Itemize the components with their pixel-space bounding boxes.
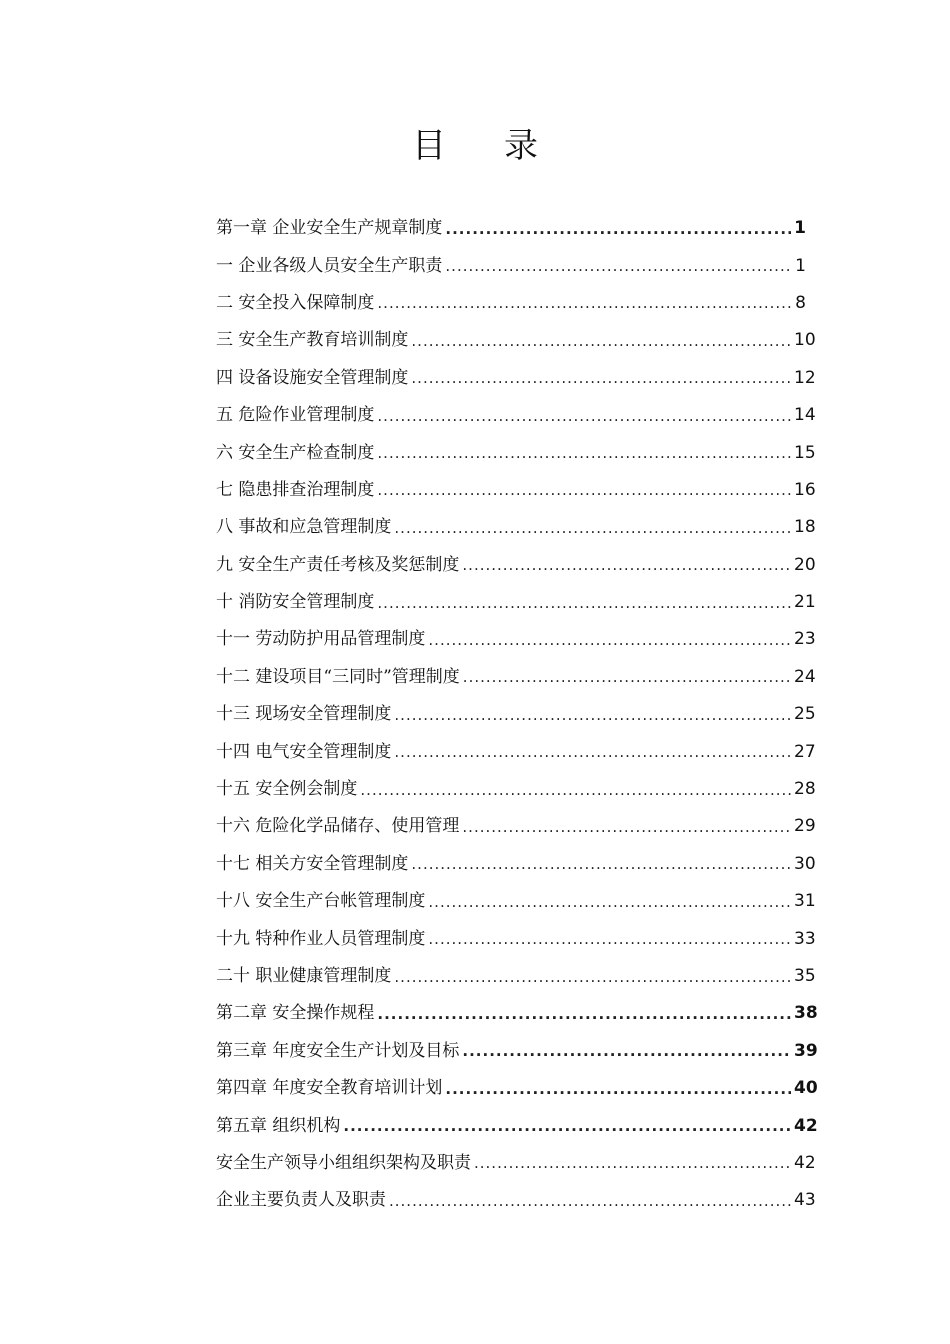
toc-entry-page-number: 31 <box>794 891 816 912</box>
toc-leader-dots <box>445 257 791 275</box>
toc-leader-dots <box>389 1192 791 1210</box>
toc-leader-dots <box>445 220 791 238</box>
toc-leader-dots <box>360 781 791 799</box>
toc-leader-dots <box>394 968 791 986</box>
toc-entry[interactable] <box>216 247 806 284</box>
toc-entry[interactable] <box>216 472 816 509</box>
toc-leader-dots <box>394 743 791 761</box>
toc-leader-dots <box>474 1154 791 1172</box>
toc-entry-page-number: 25 <box>794 704 816 725</box>
toc-entry[interactable] <box>216 808 816 845</box>
toc-entry[interactable] <box>216 434 816 471</box>
toc-entry[interactable] <box>216 322 816 359</box>
toc-entry[interactable] <box>216 1107 818 1144</box>
toc-leader-dots <box>462 556 791 574</box>
toc-entry-label: 十五 安全例会制度 <box>216 779 358 800</box>
toc-entry-page-number: 12 <box>794 367 816 388</box>
toc-entry-label: 八 事故和应急管理制度 <box>216 517 392 538</box>
toc-leader-dots <box>428 930 791 948</box>
toc-entry-label: 七 隐患排查治理制度 <box>216 479 375 500</box>
toc-entry[interactable] <box>216 846 816 883</box>
title-char-1: 目 <box>412 126 446 166</box>
toc-entry[interactable] <box>216 1033 818 1070</box>
toc-entry-page-number: 18 <box>794 517 816 538</box>
toc-entry-page-number: 33 <box>794 928 816 949</box>
toc-entry-label: 二十 职业健康管理制度 <box>216 966 392 986</box>
toc-entry[interactable] <box>216 584 816 621</box>
toc-leader-dots <box>445 1080 791 1098</box>
toc-entry-label: 安全生产领导小组组织架构及职责 <box>216 1152 471 1173</box>
toc-entry[interactable] <box>216 397 816 434</box>
toc-entry[interactable] <box>216 1070 818 1107</box>
toc-entry[interactable] <box>216 659 816 696</box>
toc-entry-page-number: 29 <box>794 816 816 837</box>
title-char-2: 录 <box>504 126 538 166</box>
toc-entry[interactable] <box>216 883 816 920</box>
toc-leader-dots <box>394 706 791 724</box>
toc-entry[interactable] <box>216 547 816 584</box>
toc-entry-page-number: 14 <box>794 405 816 426</box>
toc-entry-page-number: 27 <box>794 741 816 762</box>
toc-entry[interactable] <box>216 733 816 770</box>
toc-entry-label: 一 企业各级人员安全生产职责 <box>216 255 443 276</box>
toc-entry-label: 第二章 安全操作规程 <box>216 1003 375 1024</box>
toc-entry-page-number: 20 <box>794 554 816 575</box>
toc-entry-label: 十九 特种作业人员管理制度 <box>216 928 426 949</box>
toc-entry-page-number: 15 <box>794 442 816 463</box>
toc-entry[interactable] <box>216 285 806 322</box>
toc-leader-dots <box>428 631 791 649</box>
toc-entry-label: 企业主要负责人及职责 <box>216 1190 386 1211</box>
toc-entry-page-number: 8 <box>795 292 806 313</box>
toc-entry-label: 十六 危险化学品储存、使用管理 <box>216 816 460 837</box>
toc-entry[interactable] <box>216 958 816 995</box>
toc-entry-page-number: 21 <box>794 592 816 613</box>
toc-leader-dots <box>377 444 791 462</box>
toc-entry-page-number: 35 <box>794 966 816 986</box>
toc-entry[interactable] <box>216 995 818 1032</box>
toc-leader-dots <box>428 893 791 911</box>
toc-entry-page-number: 24 <box>794 666 816 687</box>
toc-entry-page-number: 10 <box>794 330 816 351</box>
toc-entry[interactable] <box>216 1182 816 1219</box>
page-title <box>0 118 950 167</box>
toc-leader-dots <box>377 481 791 499</box>
toc-entry[interactable] <box>216 696 816 733</box>
toc-entry-page-number: 1 <box>794 218 806 239</box>
toc-entry-page-number: 30 <box>794 853 816 874</box>
toc-entry-page-number: 23 <box>794 629 816 650</box>
toc-entry[interactable] <box>216 771 816 808</box>
toc-entry-label: 十 消防安全管理制度 <box>216 592 375 613</box>
toc-entry-label: 第三章 年度安全生产计划及目标 <box>216 1040 460 1061</box>
toc-leader-dots <box>411 369 791 387</box>
toc-leader-dots <box>377 407 791 425</box>
toc-entry[interactable] <box>216 1145 816 1182</box>
toc-entry-label: 十二 建设项目“三同时”管理制度 <box>216 666 460 687</box>
toc-leader-dots <box>343 1117 791 1135</box>
toc-entry[interactable] <box>216 509 816 546</box>
toc-entry-label: 第一章 企业安全生产规章制度 <box>216 218 443 239</box>
toc-entry-page-number: 43 <box>794 1190 816 1211</box>
toc-entry[interactable] <box>216 920 816 957</box>
toc-entry-label: 第五章 组织机构 <box>216 1115 341 1136</box>
toc-entry-label: 四 设备设施安全管理制度 <box>216 367 409 388</box>
toc-entry-label: 十三 现场安全管理制度 <box>216 704 392 725</box>
toc-entry-label: 三 安全生产教育培训制度 <box>216 330 409 351</box>
toc-entry-label: 十四 电气安全管理制度 <box>216 741 392 762</box>
toc-entry-label: 第四章 年度安全教育培训计划 <box>216 1078 443 1099</box>
toc-entry-label: 十七 相关方安全管理制度 <box>216 853 409 874</box>
toc-leader-dots <box>377 1005 791 1023</box>
toc-entry-label: 六 安全生产检查制度 <box>216 442 375 463</box>
toc-entry-page-number: 38 <box>794 1003 818 1024</box>
toc-leader-dots <box>462 818 791 836</box>
toc-leader-dots <box>394 519 791 537</box>
toc-entry-page-number: 42 <box>794 1152 816 1173</box>
toc-leader-dots <box>462 1042 791 1060</box>
toc-entry-page-number: 28 <box>794 779 816 800</box>
toc-entry-page-number: 16 <box>794 479 816 500</box>
toc-leader-dots <box>377 594 791 612</box>
toc-entry-label: 九 安全生产责任考核及奖惩制度 <box>216 554 460 575</box>
toc-leader-dots <box>411 855 791 873</box>
toc-leader-dots <box>377 294 791 312</box>
toc-entry-page-number: 1 <box>795 255 806 276</box>
toc-entry-label: 五 危险作业管理制度 <box>216 405 375 426</box>
toc-entry-label: 十八 安全生产台帐管理制度 <box>216 891 426 912</box>
toc-entry-page-number: 42 <box>794 1115 818 1136</box>
toc-entry-label: 二 安全投入保障制度 <box>216 292 375 313</box>
toc-leader-dots <box>411 332 791 350</box>
toc-entry-page-number: 39 <box>794 1040 818 1061</box>
toc-entry[interactable] <box>216 210 806 247</box>
toc-entry-page-number: 40 <box>794 1078 818 1099</box>
table-of-contents <box>216 210 818 1220</box>
toc-entry-label: 十一 劳动防护用品管理制度 <box>216 629 426 650</box>
toc-entry[interactable] <box>216 360 816 397</box>
toc-leader-dots <box>463 668 791 686</box>
toc-entry[interactable] <box>216 621 816 658</box>
